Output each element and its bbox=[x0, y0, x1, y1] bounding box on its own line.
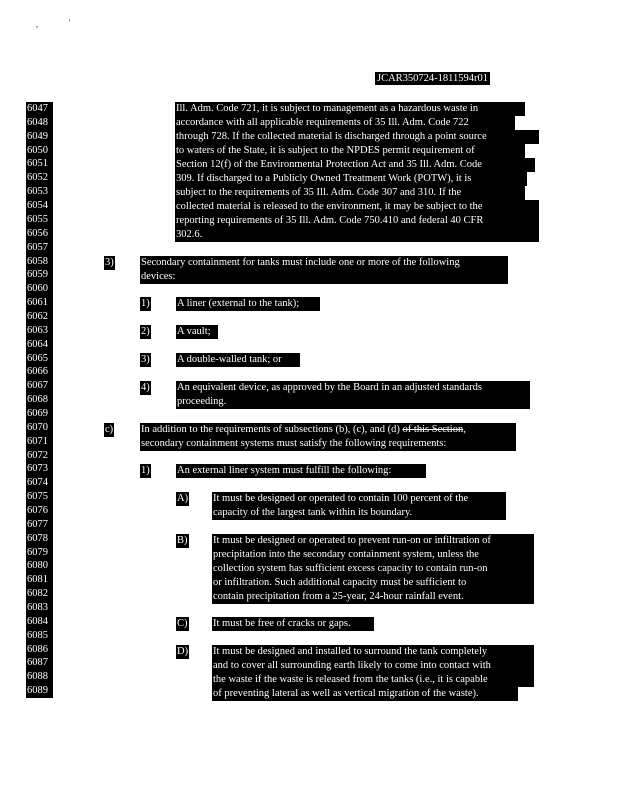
text-line: 309. If discharged to a Publicly Owned Treatment Work (POTW), it is bbox=[175, 172, 527, 186]
line-number: 6077 bbox=[26, 518, 53, 532]
text-line: A liner (external to the tank); bbox=[176, 297, 320, 311]
line-number: 6056 bbox=[26, 227, 53, 241]
line-number: 6075 bbox=[26, 490, 53, 504]
line-number: 6053 bbox=[26, 185, 53, 199]
item-label: 4) bbox=[141, 382, 150, 393]
item-label: c) bbox=[105, 424, 114, 435]
subitem-text bbox=[212, 617, 374, 631]
item-label: 3) bbox=[141, 354, 150, 365]
item-label: 2) bbox=[141, 326, 150, 337]
line-number: 6052 bbox=[26, 171, 53, 185]
text-line: collected material is released to the environment, it may be subject to the bbox=[175, 200, 539, 214]
subitem-text bbox=[212, 645, 534, 701]
line-number: 6072 bbox=[26, 449, 53, 463]
text-line: accordance with all applicable requirements of 35 Ill. Adm. Code 722 bbox=[175, 116, 515, 130]
subitem-text bbox=[176, 297, 320, 311]
line-number: 6057 bbox=[26, 241, 53, 255]
line-number: 6074 bbox=[26, 476, 53, 490]
text-line: the waste if the waste is released from the tanks (i.e., it is capable bbox=[212, 673, 534, 687]
paragraph-continuation bbox=[175, 102, 537, 242]
line-number: 6055 bbox=[26, 213, 53, 227]
subitem-text bbox=[212, 534, 534, 604]
line-number: 6085 bbox=[26, 629, 53, 643]
text-line: capacity of the largest tank within its boundary. bbox=[212, 506, 506, 520]
text-line: 302.6. bbox=[175, 228, 539, 242]
subitem-text bbox=[176, 353, 300, 367]
speck: ' bbox=[69, 18, 71, 27]
line-number: 6081 bbox=[26, 573, 53, 587]
text-line: Section 12(f) of the Environmental Protection Act and 35 Ill. Adm. Code bbox=[175, 158, 535, 172]
text-line: collection system has sufficient excess capacity to contain run-on bbox=[212, 562, 534, 576]
line-number: 6066 bbox=[26, 365, 53, 379]
line-number: 6063 bbox=[26, 324, 53, 338]
line-number: 6067 bbox=[26, 379, 53, 393]
item-label: 1) bbox=[141, 465, 150, 476]
text-line: It must be designed or operated to prevent run-on or infiltration of bbox=[212, 534, 534, 548]
text-line: devices: bbox=[140, 270, 508, 284]
text-line: secondary containment systems must satisfy the following requirements: bbox=[140, 437, 516, 451]
line-number: 6068 bbox=[26, 393, 53, 407]
text-line bbox=[140, 423, 516, 437]
text-line: of preventing lateral as well as vertical migration of the waste). bbox=[212, 687, 518, 701]
text-line: It must be free of cracks or gaps. bbox=[212, 617, 374, 631]
text-line: precipitation into the secondary containment system, unless the bbox=[212, 548, 534, 562]
line-number: 6065 bbox=[26, 352, 53, 366]
line-number: 6060 bbox=[26, 282, 53, 296]
line-number: 6079 bbox=[26, 546, 53, 560]
text-line: to waters of the State, it is subject to the NPDES permit requirement of bbox=[175, 144, 525, 158]
subitem-text bbox=[176, 325, 218, 339]
line-number: 6083 bbox=[26, 601, 53, 615]
line-number: 6064 bbox=[26, 338, 53, 352]
subitem-text bbox=[212, 492, 507, 520]
item-label: B) bbox=[177, 535, 188, 546]
text-line: or infiltration. Such additional capacity must be sufficient to bbox=[212, 576, 534, 590]
item-c-text bbox=[140, 423, 516, 451]
text-line: Secondary containment for tanks must include one or more of the following bbox=[140, 256, 508, 270]
text-line: An external liner system must fulfill the following: bbox=[176, 464, 426, 478]
subitem-text bbox=[176, 464, 426, 478]
line-number: 6073 bbox=[26, 462, 53, 476]
text-segment: In addition to the requirements of subsections (b), (c), and (d) bbox=[141, 424, 403, 435]
line-number: 6058 bbox=[26, 255, 53, 269]
text-line: It must be designed and installed to surround the tank completely bbox=[212, 645, 534, 659]
item-label: C) bbox=[177, 618, 188, 629]
document-id-header: JCAR350724-1811594r01 bbox=[377, 73, 489, 84]
line-number: 6049 bbox=[26, 130, 53, 144]
text-line: An equivalent device, as approved by the Board in an adjusted standards bbox=[176, 381, 530, 395]
speck: , bbox=[36, 20, 38, 29]
line-number: 6051 bbox=[26, 157, 53, 171]
line-number: 6048 bbox=[26, 116, 53, 130]
line-number: 6071 bbox=[26, 435, 53, 449]
line-number: 6080 bbox=[26, 559, 53, 573]
line-number: 6078 bbox=[26, 532, 53, 546]
line-number: 6088 bbox=[26, 670, 53, 684]
struck-text: of this Section bbox=[402, 424, 464, 435]
line-number: 6054 bbox=[26, 199, 53, 213]
text-line: proceeding. bbox=[176, 395, 530, 409]
text-line: A double-walled tank; or bbox=[176, 353, 300, 367]
line-number: 6061 bbox=[26, 296, 53, 310]
line-number: 6050 bbox=[26, 144, 53, 158]
line-number: 6089 bbox=[26, 684, 53, 698]
line-number: 6086 bbox=[26, 643, 53, 657]
subitem-text bbox=[176, 381, 528, 409]
text-line: subject to the requirements of 35 Ill. Adm. Code 307 and 310. If the bbox=[175, 186, 525, 200]
text-line: Ill. Adm. Code 721, it is subject to management as a hazardous waste in bbox=[175, 102, 525, 116]
text-line: It must be designed or operated to contain 100 percent of the bbox=[212, 492, 506, 506]
line-number: 6084 bbox=[26, 615, 53, 629]
line-number: 6082 bbox=[26, 587, 53, 601]
item-label: 3) bbox=[105, 257, 114, 268]
item-label: A) bbox=[177, 493, 189, 504]
item-3-text bbox=[140, 256, 510, 284]
text-line: reporting requirements of 35 Ill. Adm. Code 750.410 and federal 40 CFR bbox=[175, 214, 539, 228]
text-line: and to cover all surrounding earth likely to come into contact with bbox=[212, 659, 534, 673]
line-number: 6070 bbox=[26, 421, 53, 435]
line-number: 6069 bbox=[26, 407, 53, 421]
text-line: through 728. If the collected material is discharged through a point source bbox=[175, 130, 539, 144]
line-number: 6087 bbox=[26, 656, 53, 670]
line-number: 6076 bbox=[26, 504, 53, 518]
line-number: 6062 bbox=[26, 310, 53, 324]
text-line: A vault; bbox=[176, 325, 218, 339]
line-number: 6059 bbox=[26, 268, 53, 282]
text-segment: , bbox=[463, 424, 466, 435]
line-number: 6047 bbox=[26, 102, 53, 116]
item-label: D) bbox=[177, 646, 189, 657]
text-line: contain precipitation from a 25-year, 24-hour rainfall event. bbox=[212, 590, 534, 604]
item-label: 1) bbox=[141, 298, 150, 309]
